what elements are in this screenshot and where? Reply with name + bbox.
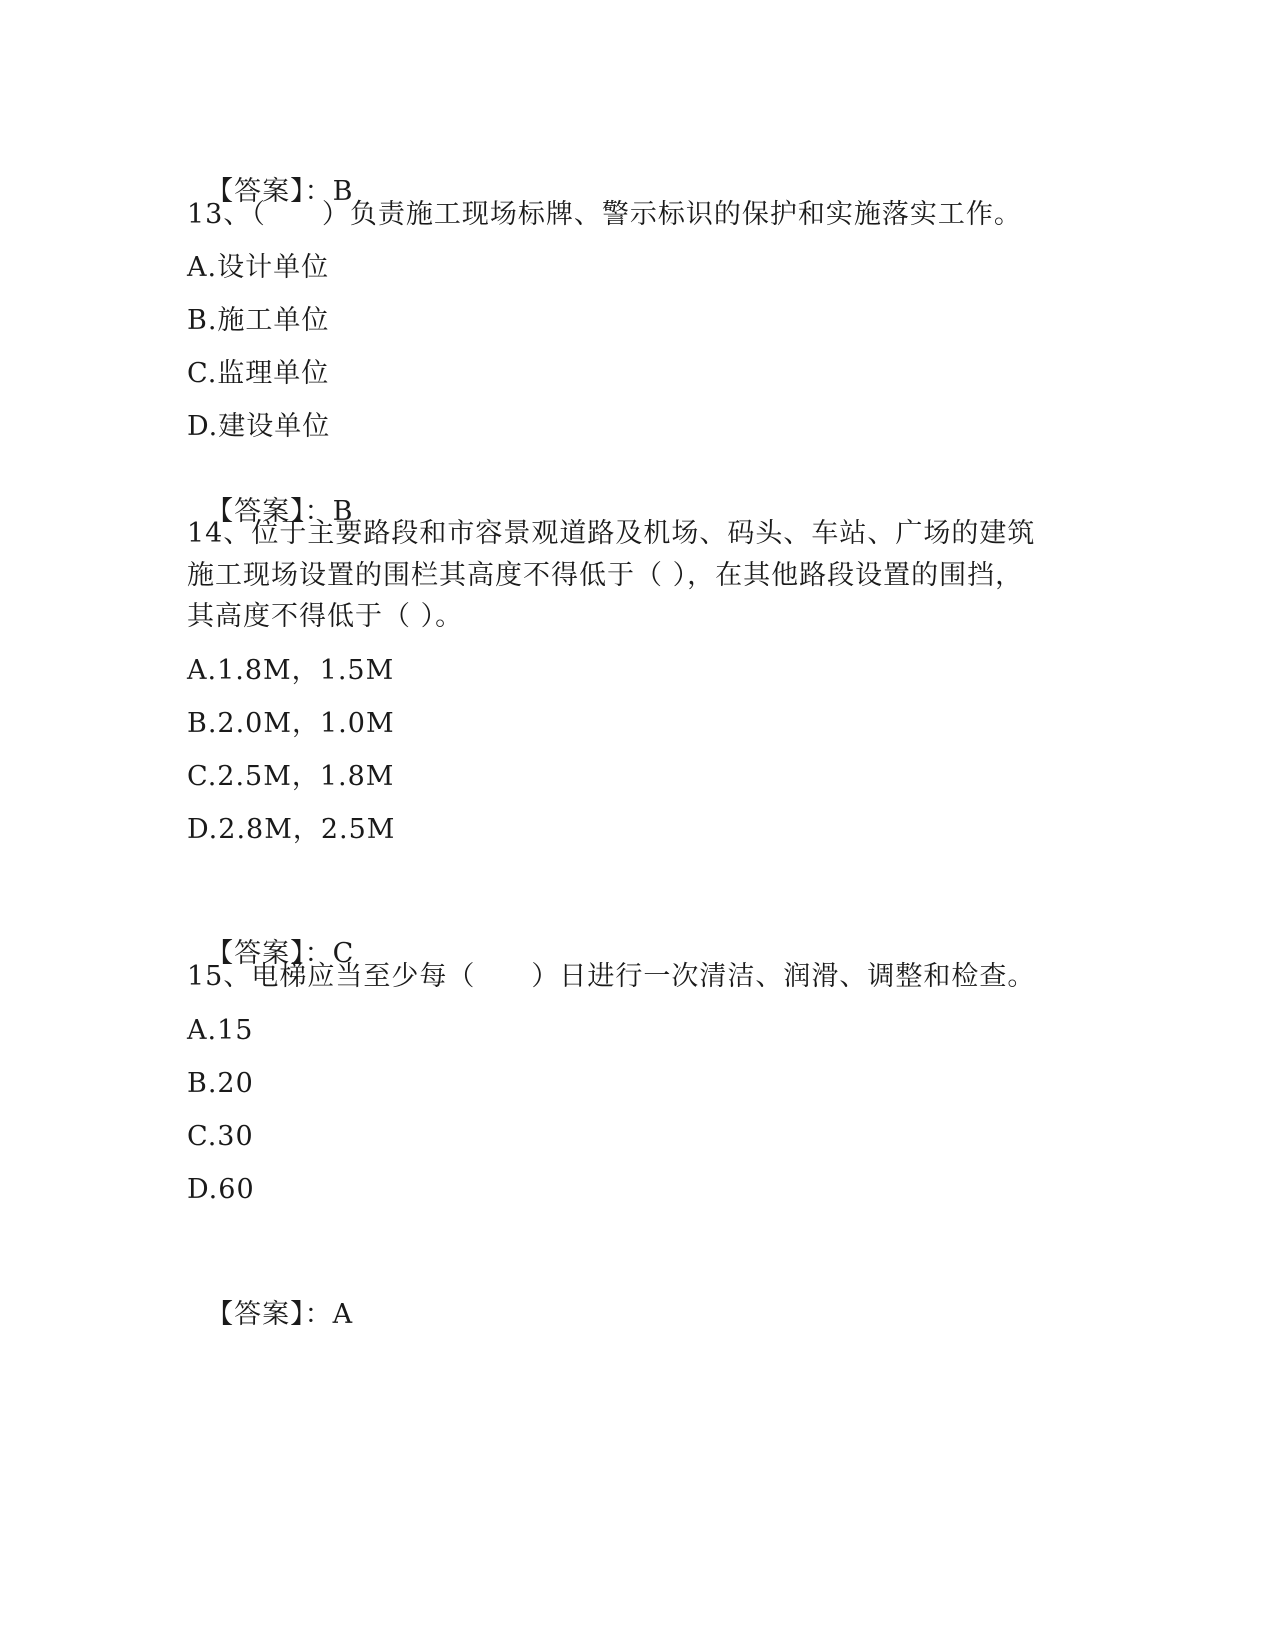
question-13-option-d: D.建设单位 [187, 411, 331, 442]
question-15-option-d: D.60 [187, 1174, 255, 1205]
answer-12 [187, 147, 354, 207]
answer-separator: ： [304, 1299, 333, 1330]
answer-label: 【答案】 [206, 938, 305, 969]
question-15-option-a: A.15 [187, 1015, 254, 1046]
question-15-text: 15、电梯应当至少每（ ）日进行一次清洁、润滑、调整和检查。 [187, 961, 1036, 992]
answer-label: 【答案】 [206, 176, 305, 207]
answer-value: B [332, 496, 354, 527]
answer-value: B [332, 176, 354, 207]
question-13-option-a: A.设计单位 [187, 252, 330, 283]
question-13-option-b: B.施工单位 [187, 305, 330, 336]
question-14-option-c: C.2.5M，1.8M [187, 761, 395, 792]
answer-label: 【答案】 [206, 496, 305, 527]
question-14-option-a: A.1.8M，1.5M [187, 655, 395, 686]
question-14-option-b: B.2.0M，1.0M [187, 708, 395, 739]
question-14-line-3: 其高度不得低于（ ）。 [187, 601, 464, 632]
question-13-option-c: C.监理单位 [187, 358, 330, 389]
answer-label: 【答案】 [206, 1299, 305, 1330]
question-15-option-c: C.30 [187, 1121, 254, 1152]
question-13-text: 13、（ ）负责施工现场标牌、警示标识的保护和实施落实工作。 [187, 199, 1022, 230]
answer-separator: ： [304, 176, 333, 207]
question-15-option-b: B.20 [187, 1068, 254, 1099]
answer-14 [187, 909, 354, 969]
answer-15 [187, 1270, 353, 1330]
question-14-line-1: 14、位于主要路段和市容景观道路及机场、码头、车站、广场的建筑 [187, 518, 1036, 549]
question-14-option-d: D.2.8M，2.5M [187, 814, 396, 845]
answer-separator: ： [304, 938, 333, 969]
answer-separator: ： [304, 496, 333, 527]
answer-value: A [332, 1299, 354, 1330]
answer-value: C [332, 938, 355, 969]
question-14-line-2: 施工现场设置的围栏其高度不得低于（ ），在其他路段设置的围挡， [187, 560, 1024, 591]
